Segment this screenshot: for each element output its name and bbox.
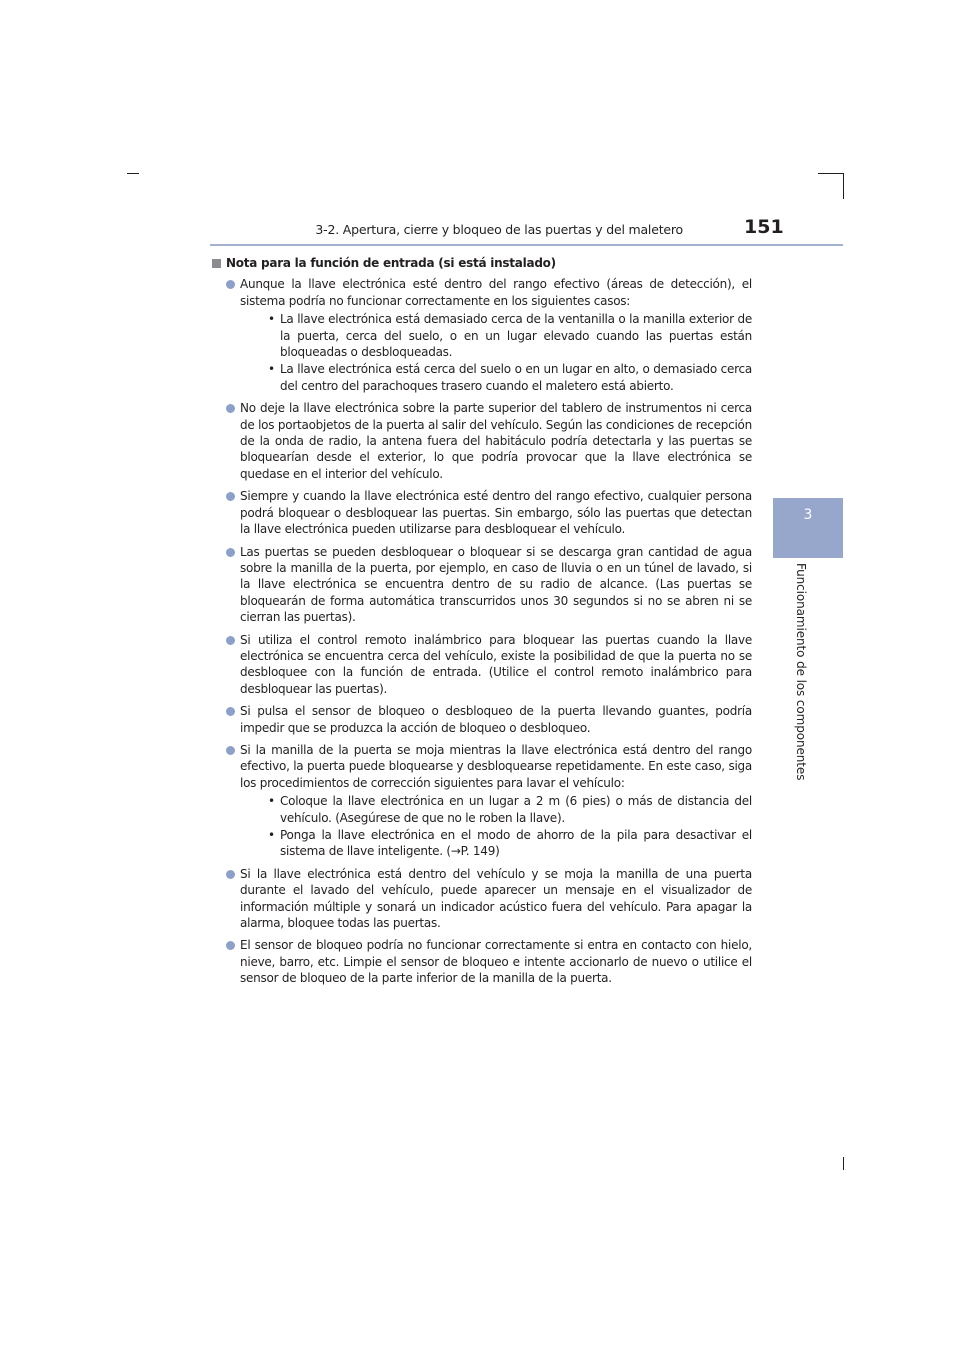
- section-title: 3-2. Apertura, cierre y bloqueo de las puertas y del maletero: [315, 222, 683, 237]
- circle-bullet-icon: [226, 941, 235, 950]
- circle-bullet-icon: [226, 746, 235, 755]
- crop-mark-top-right-h: [818, 173, 844, 174]
- sub-list: [240, 311, 752, 394]
- header-rule: [210, 244, 843, 246]
- circle-bullet-icon: [226, 636, 235, 645]
- sub-item: [240, 827, 752, 860]
- circle-bullet-icon: [226, 280, 235, 289]
- bullet-mark: •: [268, 312, 275, 327]
- crop-mark-bottom-right: [843, 1157, 844, 1170]
- circle-bullet-icon: [226, 404, 235, 413]
- item-text: El sensor de bloqueo podría no funcionar correctamente si entra en contacto con hielo, nieve, barro, etc. Limpie el sensor de bloqueo e intente accionarlo de nuevo o utilice el sensor de bloqueo de la parte inferior de la manilla de la puerta.: [240, 938, 752, 986]
- item-text: Si utiliza el control remoto inalámbrico para bloquear las puertas cuando la llave electrónica se encuentra cerca del vehículo, existe la posibilidad de que la puerta no se desbloquee con la función de entrada. (Utilice el control remoto inalámbrico para desbloquear las puertas).: [240, 632, 752, 696]
- item-text: No deje la llave electrónica sobre la parte superior del tablero de instrumentos ni cerca de los portaobjetos de la puerta al salir del vehículo. Según las condiciones de recepción de la onda de radio, la antena fuera del habitáculo podría detectarla y las puertas se bloquearían desde el exterior, lo que podría provocar que la llave electrónica se quedase en el interior del vehículo.: [240, 401, 752, 481]
- crop-mark-top-right-v: [843, 173, 844, 199]
- item-text: Si la manilla de la puerta se moja mientras la llave electrónica está dentro del rango efectivo, la puerta puede bloquearse y desbloquearse repetidamente. En este caso, siga los procedimientos de corrección siguientes para lavar el vehículo:: [240, 742, 752, 790]
- sub-item: [240, 311, 752, 360]
- item-text: Si pulsa el sensor de bloqueo o desbloqueo de la puerta llevando guantes, podría impedir que se produzca la acción de bloqueo o desbloqueo.: [240, 704, 752, 735]
- sub-item: [240, 361, 752, 394]
- square-bullet-icon: [212, 259, 221, 268]
- circle-bullet-icon: [226, 870, 235, 879]
- list-item: [212, 632, 752, 698]
- item-text: Aunque la llave electrónica esté dentro del rango efectivo (áreas de detección), el sistema podría no funcionar correctamente en los siguientes casos:: [240, 277, 752, 308]
- sub-item-text: La llave electrónica está cerca del suelo o en un lugar en alto, o demasiado cerca del centro del parachoques trasero cuando el maletero está abierto.: [280, 362, 752, 393]
- sub-item: [240, 793, 752, 826]
- note-heading: [212, 255, 752, 271]
- list-item: [212, 488, 752, 537]
- chapter-title: Funcionamiento de los componentes: [794, 563, 808, 781]
- chapter-tab: [773, 498, 843, 558]
- circle-bullet-icon: [226, 548, 235, 557]
- item-text: Las puertas se pueden desbloquear o bloquear si se descarga gran cantidad de agua sobre la manilla de la puerta, por ejemplo, en caso de lluvia o en un túnel de lavado, si la llave electrónica se encuentra dentro de su radio de alcance. (Las puertas se bloquearán de forma automática transcurridos unos 30 segundos si no se abren ni se cierran las puertas).: [240, 544, 752, 625]
- chapter-number: 3: [803, 507, 813, 523]
- page-number: 151: [744, 216, 784, 238]
- heading-text: Nota para la función de entrada (si está instalado): [226, 256, 556, 270]
- sub-item-text: La llave electrónica está demasiado cerca de la ventanilla o la manilla exterior de la puerta, cerca del suelo, o en un lugar elevado cuando las puertas están bloqueadas o desbloqueadas.: [280, 312, 752, 360]
- list-item: [212, 866, 752, 932]
- list-item: [212, 937, 752, 986]
- sub-item-text: Coloque la llave electrónica en un lugar a 2 m (6 pies) o más de distancia del vehículo. (Asegúrese de que no le roben la llave).: [280, 794, 752, 825]
- sub-list: [240, 793, 752, 860]
- bullet-mark: •: [268, 794, 275, 809]
- item-text: Siempre y cuando la llave electrónica esté dentro del rango efectivo, cualquier persona podrá bloquear o desbloquear las puertas. Sin embargo, sólo las puertas que detectan la llave electrónica pueden utilizarse para desbloquear el vehículo.: [240, 489, 752, 537]
- list-item: [212, 703, 752, 736]
- item-text: Si la llave electrónica está dentro del vehículo y se moja la manilla de una puerta durante el lavado del vehículo, puede aparecer un mensaje en el visualizador de información múltiple y sonará un indicador acústico fuera del vehículo. Para apagar la alarma, bloquee todas las puertas.: [240, 866, 752, 931]
- crop-mark-top-left: [127, 173, 139, 174]
- bullet-mark: •: [268, 362, 275, 377]
- list-item: [212, 544, 752, 626]
- main-content: [212, 255, 752, 993]
- list-item: [212, 742, 752, 860]
- list-item: [212, 400, 752, 482]
- circle-bullet-icon: [226, 707, 235, 716]
- list-item: [212, 276, 752, 394]
- sub-item-text: Ponga la llave electrónica en el modo de ahorro de la pila para desactivar el sistema de llave inteligente. (→P. 149): [280, 828, 752, 859]
- bullet-mark: •: [268, 828, 275, 842]
- circle-bullet-icon: [226, 492, 235, 501]
